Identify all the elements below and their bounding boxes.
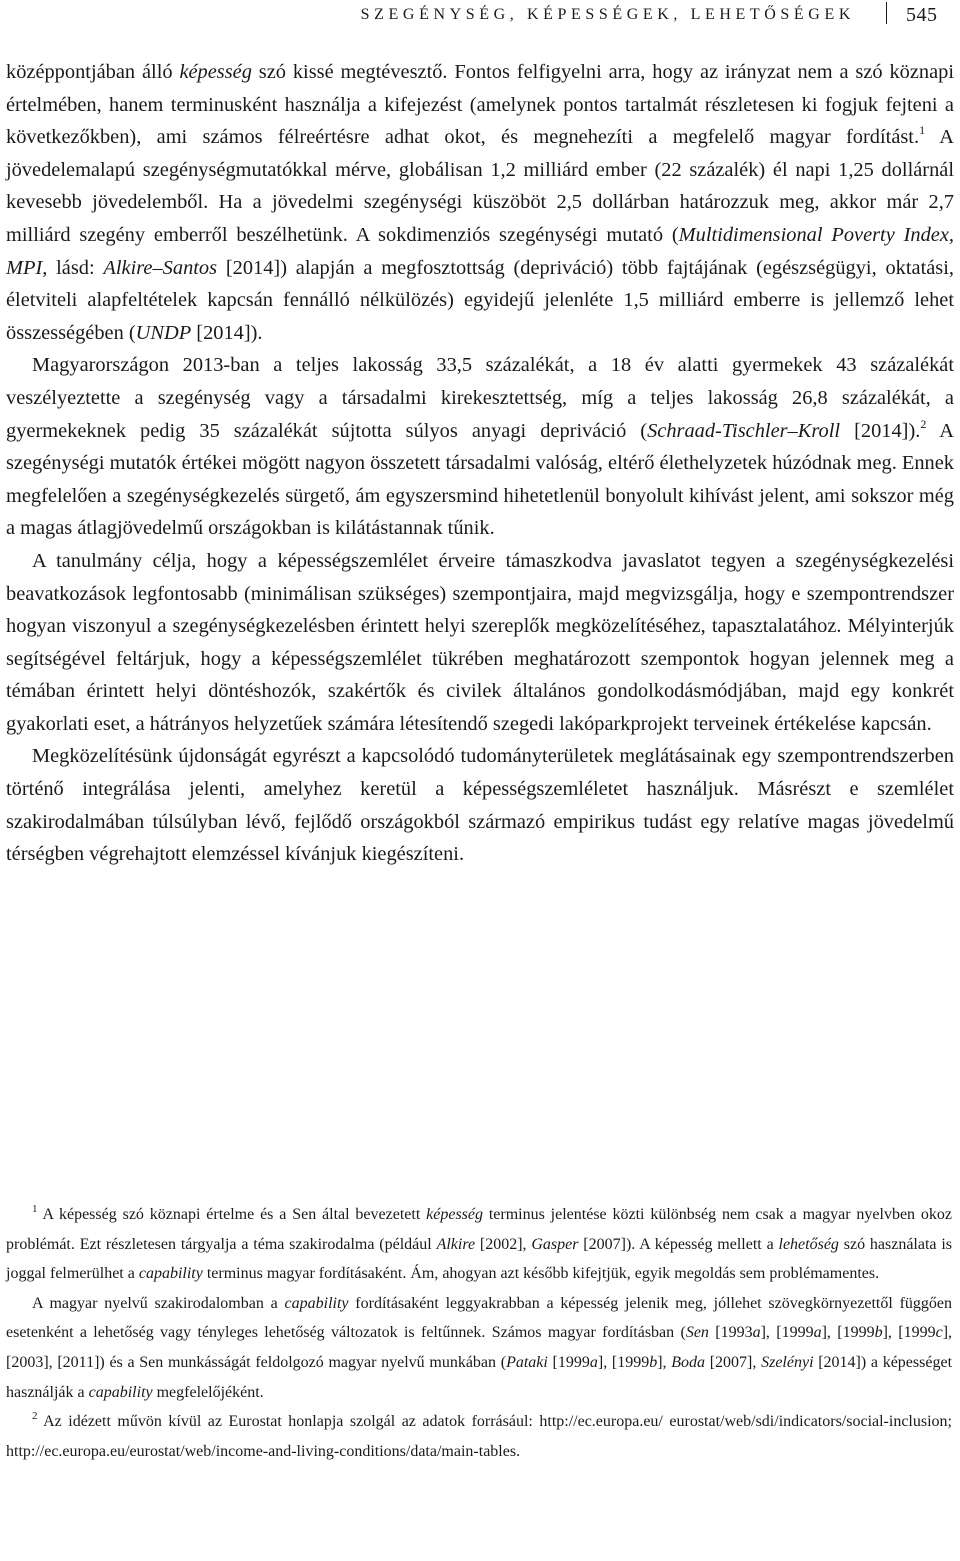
- running-title: SZEGÉNYSÉG, KÉPESSÉGEK, LEHETŐSÉGEK: [360, 6, 855, 23]
- main-text: [6, 56, 954, 871]
- header-divider: [886, 2, 887, 24]
- paragraph-2: Magyarországon 2013-ban a teljes lakosság 33,5 százalékát, a 18 év alatti gyermekek 43 százalékát veszélyeztette a szegénység vagy a társadalmi kirekesztettség, míg a teljes lakosság 26,8 százalékát, a gyermekeknek pedig 35 százalékát sújtotta súlyos anyagi depriváció (Schraad-Tischler–Kroll [2014]).$^2$ A szegénységi mutatók értékei mögött nagyon összetett társadalmi valóság, eltérő élethelyzetek húzódnak meg. Ennek megfelelően a szegénységkezelés sürgető, ám egyszersmind hihetetlenül bonyolult kihívást jelent, ami sokszor még a magas átlagjövedelmű országokban is kilátástannak tűnik.: [6, 354, 954, 540]
- paragraph-4: Megközelítésünk újdonságát egyrészt a kapcsolódó tudományterületek meglátásainak egy szempontrendszerben történő integrálása jelenti, amelyhez keretül a képességszemléletet használjuk. Másrészt e szemlélet szakirodalmában túlsúlyban lévő, fejlődő országokból származó empirikus tudást egy relatíve magas jövedelmű térségben végrehajtott elemzéssel kívánjuk kiegészíteni.: [6, 745, 954, 866]
- citation: Schraad-Tischler–Kroll: [647, 419, 841, 442]
- footnote-mark: 2: [32, 1410, 38, 1423]
- footnotes: [6, 1200, 952, 1466]
- footnote-ref-2[interactable]: 2: [920, 416, 927, 431]
- footnote-1: $^1$ A képesség szó köznapi értelme és a Sen által bevezetett képesség terminus jelentése közti különbség nem csak a magyar nyelvben okoz problémát. Ezt részletesen tárgyalja a téma szakirodalma (például Alkire [2002], Gasper [2007]). A képesség mellett a lehetőség szó használata is joggal felmerülhet a capability terminus magyar fordításaként. Ám, ahogyan azt később kifejtjük, egyik megoldás sem problémamentes.: [6, 1203, 953, 1283]
- page-number: 545: [906, 4, 938, 26]
- citation: UNDP: [135, 321, 192, 344]
- footnote-mark: 1: [32, 1203, 38, 1215]
- footnote-1-continued: A magyar nyelvű szakirodalomban a capability fordításaként leggyakrabban a képesség jelenik meg, jóllehet szövegkörnyezettől függően esetenként a lehetőség vagy tényleges lehetőség változatok is feltűnnek. Számos magyar fordításban (Sen [1993a], [1999a], [1999b], [1999c], [2003], [2011]) és a Sen munkásságát feldolgozó magyar nyelvű munkában (Pataki [1999a], [1999b], Boda [2007], Szelényi [2014]) a képességet használják a capability megfelelőjéként.: [6, 1294, 953, 1401]
- footnote-2: [6, 1407, 952, 1466]
- footnote-2-text: Az idézett művön kívül az Eurostat honlapja szolgál az adatok forrásául: http://ec.europa.eu/ eurostat/web/sdi/indicators/social-inclusion; http://ec.europa.eu/eurostat/web/income-and-living-conditions/data/main-tables.: [6, 1413, 952, 1460]
- running-header: [0, 0, 960, 38]
- paragraph-1: középpontjában álló képesség szó kissé megtévesztő. Fontos felfigyelni arra, hogy az irányzat nem a szó köznapi értelmében, hanem terminusként használja a kifejezést (amelynek pontos tartalmát részletesen ki fogjuk fejteni a következőkben), ami számos félreértésre adhat okot, és megnehezíti a megfelelő magyar fordítást.$^1$ A jövedelemalapú szegénységmutatókkal mérve, globálisan 1,2 milliárd ember (22 százalék) él napi 1,25 dollárnál kevesebb jövedelemből. Ha a jövedelmi szegénységi küszöböt 2,5 dollárban határozzuk meg, akkor már 2,7 milliárd szegény emberről beszélhetünk. A sokdimenziós szegénységi mutató (Multidimensional Poverty Index, MPI, lásd: Alkire–Santos [2014]) alapján a megfosztottság (depriváció) több fajtájának (egészségügyi, oktatási, életviteli alapfeltételek kapcsán fennálló nélkülözés) egyidejű jelenléte 1,5 milliárd emberre is jellemző lehet összességében (UNDP [2014]).: [6, 61, 955, 344]
- paragraph-3: A tanulmány célja, hogy a képességszemlélet érveire támaszkodva javaslatot tegyen a szegénységkezelési beavatkozások legfontosabb (minimálisan szükséges) szempontjaira, majd megvizsgálja, hogy e szempontrendszer hogyan viszonyul a szegénységkezelésben érintett helyi szereplők megközelítéséhez, tapasztalatához. Mélyinterjúk segítségével feltárjuk, hogy a képességszemlélet tükrében meghatározott szempontok hogyan jelennek meg a témában érintett helyi döntéshozók, szakértők és civilek általános gondolkodásmódjában, majd egy konkrét gyakorlati eset, a hátrányos helyzetűek számára létesítendő szegedi lakóparkprojekt terveinek értékelése kapcsán.: [6, 549, 954, 735]
- footnote-ref-1[interactable]: 1: [919, 123, 926, 138]
- citation: Alkire–Santos: [103, 256, 218, 279]
